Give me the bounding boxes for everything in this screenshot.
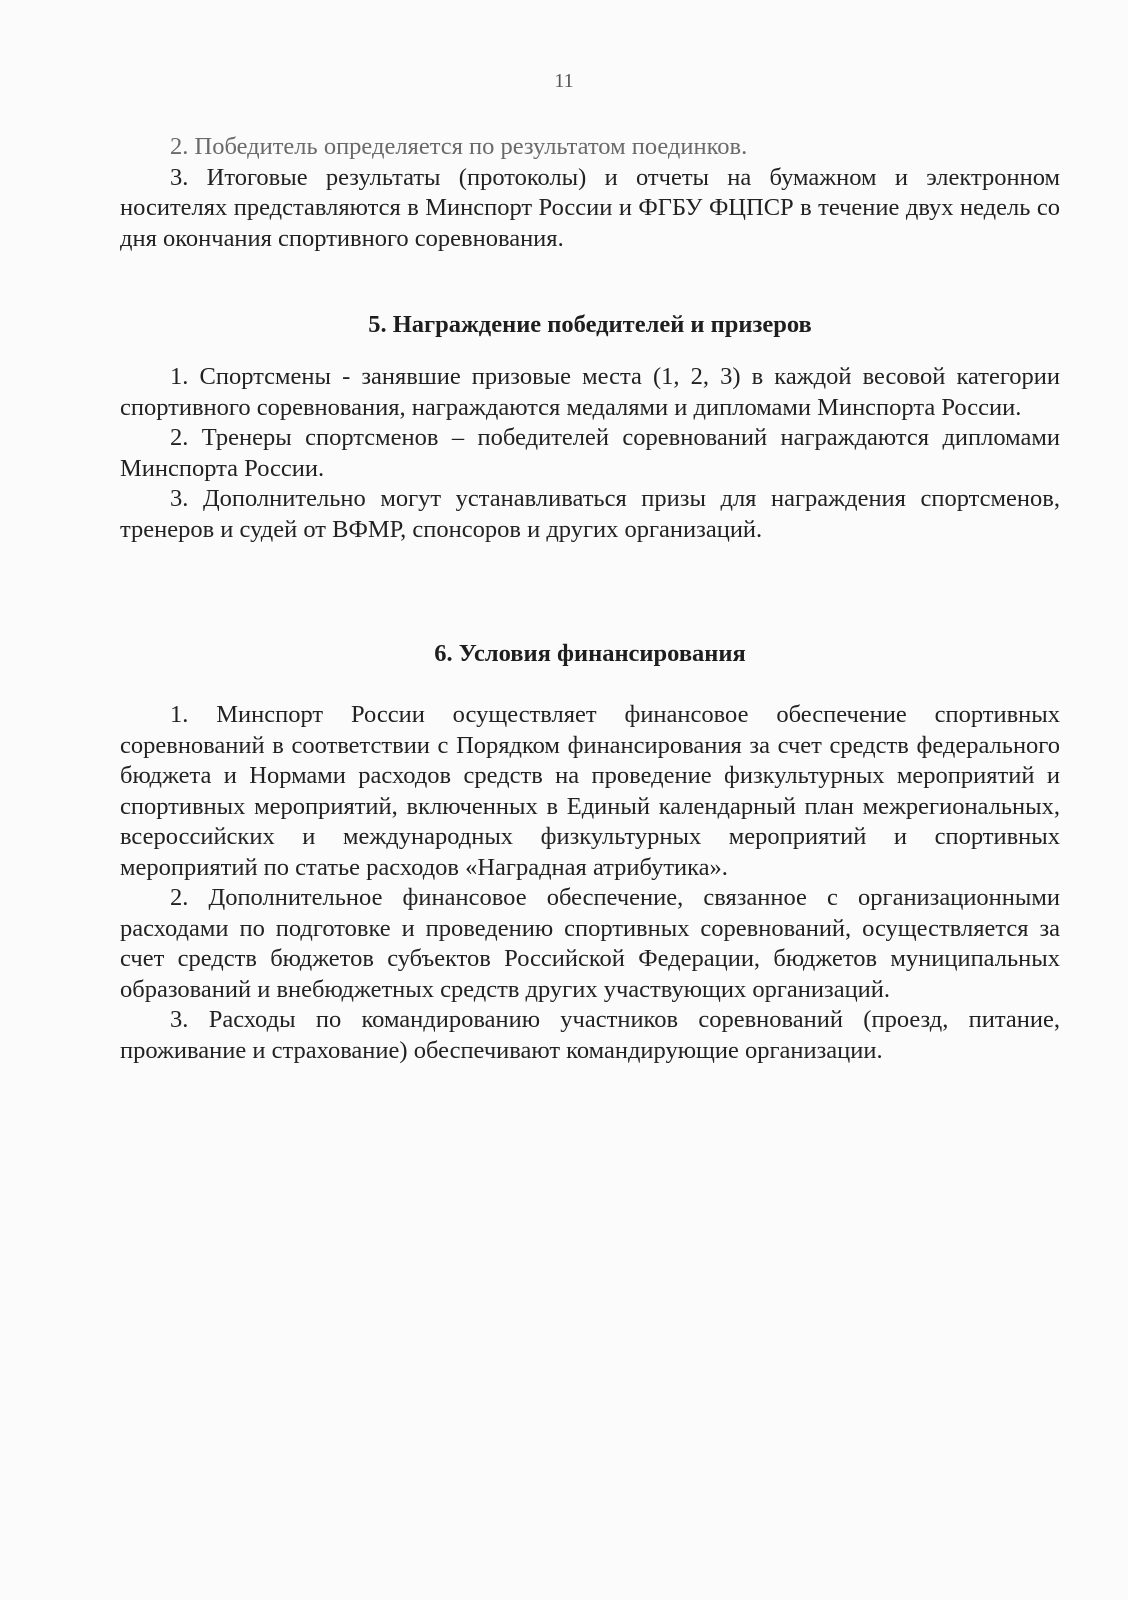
page-number: 11 xyxy=(554,70,574,92)
section-6-paragraph-3: 3. Расходы по командированию участников соревнований (проезд, питание, проживание и страхование) обеспечивают командирующие организации. xyxy=(120,1006,1060,1064)
section-5-heading: 5. Награждение победителей и призеров xyxy=(368,311,812,338)
section-6-body xyxy=(120,700,1060,1066)
intro-section xyxy=(120,132,1060,254)
section-6-paragraph-2: 2. Дополнительное финансовое обеспечение, связанное с организационными расходами по подготовке и проведению спортивных соревнований, осуществляется за счет средств бюджетов субъектов Российской Федерации, бюджетов муниципальных образований и внебюджетных средств других участвующих организаций. xyxy=(120,884,1060,1003)
section-6-heading: 6. Условия финансирования xyxy=(434,640,746,667)
section-5-body xyxy=(120,362,1060,545)
section-6-paragraph-1: 1. Минспорт России осуществляет финансовое обеспечение спортивных соревнований в соответствии с Порядком финансирования за счет средств федерального бюджета и Нормами расходов средств на проведение физкультурных мероприятий и спортивных мероприятий, включенных в Единый календарный план межрегиональных, всероссийских и международных физкультурных мероприятий и спортивных мероприятий по статье расходов «Наградная атрибутика». xyxy=(120,701,1060,881)
section-5-paragraph-2: 2. Тренеры спортсменов – победителей соревнований награждаются дипломами Минспорта России. xyxy=(120,424,1060,482)
section-5-paragraph-1: 1. Спортсмены - занявшие призовые места (1, 2, 3) в каждой весовой категории спортивного соревнования, награждаются медалями и дипломами Минспорта России. xyxy=(120,363,1060,421)
paragraph-results: 3. Итоговые результаты (протоколы) и отчеты на бумажном и электронном носителях представляются в Минспорт России и ФГБУ ФЦПСР в течение двух недель со дня окончания спортивного соревнования. xyxy=(120,163,1060,252)
section-5-paragraph-3: 3. Дополнительно могут устанавливаться призы для награждения спортсменов, тренеров и судей от ВФМР, спонсоров и других организаций. xyxy=(120,485,1060,543)
paragraph-winner: 2. Победитель определяется по результатом поединков. xyxy=(170,133,748,160)
